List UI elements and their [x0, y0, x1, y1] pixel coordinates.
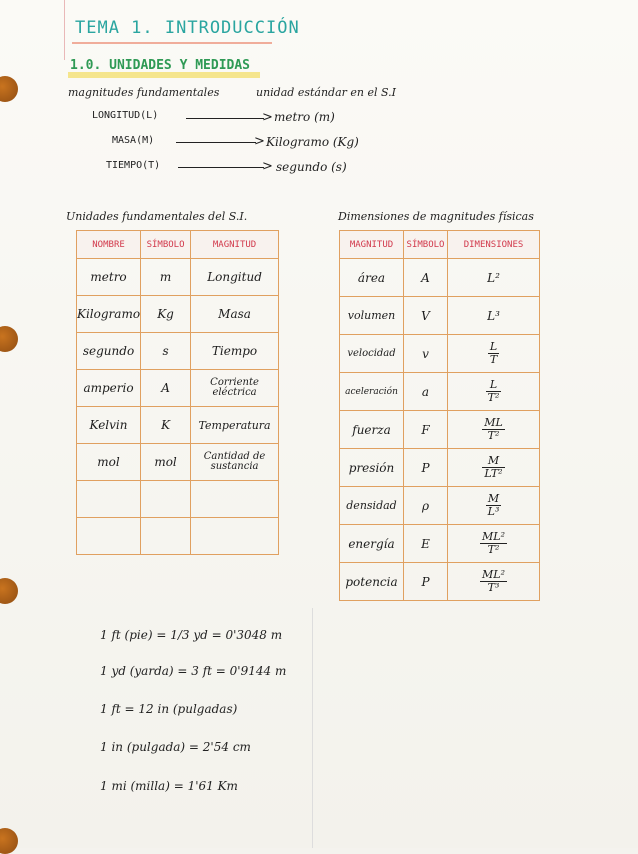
table-cell: presión [340, 449, 404, 487]
table-row [77, 444, 279, 481]
table-cell: V [404, 297, 448, 335]
table-row [77, 481, 279, 518]
table-cell: velocidad [340, 335, 404, 373]
table-row [340, 525, 540, 563]
arrow-head-icon: > [262, 159, 273, 174]
table-row [77, 370, 279, 407]
conversion-line: 1 in (pulgada) = 2'54 cm [100, 740, 251, 754]
table-cell: a [404, 373, 448, 411]
fraction-denominator: T² [487, 542, 500, 556]
magnitude-label: LONGITUD(L) [92, 110, 159, 121]
table-cell: v [404, 335, 448, 373]
arrow [186, 118, 264, 119]
unit-label: segundo (s) [276, 160, 347, 174]
table-row [340, 335, 540, 373]
magnitude-label: TIEMPO(T) [106, 160, 161, 171]
table-cell: Longitud [191, 259, 279, 296]
dimension-fraction [486, 493, 502, 517]
fraction-denominator: T [489, 352, 498, 366]
dimension-fraction [486, 379, 502, 403]
table-cell: Kilogramo [77, 296, 141, 333]
unit-label: metro (m) [274, 110, 335, 124]
dimension-fraction [482, 417, 505, 441]
table-cell: amperio [77, 370, 141, 407]
table-cell: K [141, 407, 191, 444]
column-header: SÍMBOLO [404, 231, 448, 259]
table-row [77, 296, 279, 333]
table-cell: s [141, 333, 191, 370]
table-row [340, 373, 540, 411]
magnitudes-header: magnitudes fundamentales [68, 86, 220, 99]
table-cell: aceleración [340, 373, 404, 411]
unit-label: Kilogramo (Kg) [266, 135, 359, 149]
fraction-numerator: L [488, 341, 499, 354]
table-cell: E [404, 525, 448, 563]
dimension-value: L² [487, 270, 500, 285]
dimension-cell [448, 259, 540, 297]
dimension-cell [448, 297, 540, 335]
arrow-head-icon: > [262, 110, 273, 125]
table-cell: fuerza [340, 411, 404, 449]
dimension-cell [448, 525, 540, 563]
dimension-fraction [488, 341, 499, 365]
table-row [77, 518, 279, 555]
section-heading: 1.0. UNIDADES Y MEDIDAS [70, 58, 251, 73]
table-row [77, 259, 279, 296]
fraction-numerator: M [482, 455, 504, 468]
table-cell: ρ [404, 487, 448, 525]
dimension-cell [448, 373, 540, 411]
table-cell: Temperatura [191, 407, 279, 444]
table-row [340, 563, 540, 601]
dimension-cell [448, 487, 540, 525]
table-row [77, 333, 279, 370]
table-row [340, 411, 540, 449]
table-cell: Kelvin [77, 407, 141, 444]
dimension-fraction [480, 531, 507, 555]
table-cell: volumen [340, 297, 404, 335]
punch-hole [0, 578, 18, 604]
punch-hole [0, 326, 18, 352]
fraction-denominator: T² [487, 428, 500, 442]
table-cell: segundo [77, 333, 141, 370]
fraction-denominator: T³ [487, 580, 500, 594]
arrow [178, 167, 264, 168]
table-row [340, 259, 540, 297]
table-cell: F [404, 411, 448, 449]
dimension-cell [448, 411, 540, 449]
conversion-line: 1 ft (pie) = 1/3 yd = 0'3048 m [100, 628, 283, 642]
table-cell: Tiempo [191, 333, 279, 370]
title-underline [72, 42, 272, 44]
table-cell [77, 481, 141, 518]
fraction-numerator: ML [484, 416, 503, 430]
page-title: TEMA 1. INTRODUCCIÓN [75, 18, 300, 38]
table-cell [191, 481, 279, 518]
table-cell [141, 481, 191, 518]
table-cell: P [404, 563, 448, 601]
dimension-cell [448, 335, 540, 373]
conversion-line: 1 mi (milla) = 1'61 Km [100, 779, 238, 793]
units-header: unidad estándar en el S.I [256, 86, 396, 99]
table-cell: metro [77, 259, 141, 296]
table-cell: Kg [141, 296, 191, 333]
table-cell [141, 518, 191, 555]
fraction-numerator: L [486, 379, 502, 392]
magnitude-label: MASA(M) [112, 135, 155, 146]
fraction-denominator: LT² [484, 466, 503, 480]
table-cell: potencia [340, 563, 404, 601]
table-row [77, 407, 279, 444]
dimension-value: L³ [487, 308, 500, 323]
fraction-numerator: M [486, 493, 502, 506]
dimension-cell [448, 449, 540, 487]
punch-hole [0, 76, 18, 102]
fraction-numerator: ML² [482, 568, 505, 582]
dimension-fraction [482, 455, 504, 479]
table-cell: P [404, 449, 448, 487]
column-header: NOMBRE [77, 231, 141, 259]
table-row [340, 297, 540, 335]
dimension-fraction [480, 569, 507, 593]
table-row [340, 487, 540, 525]
table-cell: A [404, 259, 448, 297]
dimension-cell [448, 563, 540, 601]
table-header-row [77, 231, 279, 259]
table-cell: área [340, 259, 404, 297]
conversion-line: 1 yd (yarda) = 3 ft = 0'9144 m [100, 664, 287, 678]
arrow-head-icon: > [254, 134, 265, 149]
column-header: DIMENSIONES [448, 231, 540, 259]
conversion-line: 1 ft = 12 in (pulgadas) [100, 702, 238, 716]
fraction-numerator: ML² [482, 530, 505, 544]
table-cell [191, 518, 279, 555]
table-cell: mol [141, 444, 191, 481]
table-cell: Cantidad de sustancia [191, 444, 279, 481]
table-cell: densidad [340, 487, 404, 525]
punch-hole [0, 828, 18, 854]
dims-table-caption: Dimensiones de magnitudes físicas [338, 210, 534, 223]
units-table [76, 230, 279, 555]
units-table-caption: Unidades fundamentales del S.I. [66, 210, 248, 223]
column-header: MAGNITUD [340, 231, 404, 259]
dims-table [339, 230, 540, 601]
table-cell: mol [77, 444, 141, 481]
table-cell: Masa [191, 296, 279, 333]
column-header: SÍMBOLO [141, 231, 191, 259]
arrow [176, 142, 256, 143]
table-cell [77, 518, 141, 555]
table-cell: m [141, 259, 191, 296]
fraction-denominator: L³ [487, 504, 500, 518]
column-header: MAGNITUD [191, 231, 279, 259]
margin-line [64, 0, 65, 60]
table-header-row [340, 231, 540, 259]
page-fold-line [312, 608, 313, 848]
table-cell: energía [340, 525, 404, 563]
table-row [340, 449, 540, 487]
table-cell: A [141, 370, 191, 407]
table-cell: Corriente eléctrica [191, 370, 279, 407]
fraction-denominator: T² [487, 390, 500, 404]
